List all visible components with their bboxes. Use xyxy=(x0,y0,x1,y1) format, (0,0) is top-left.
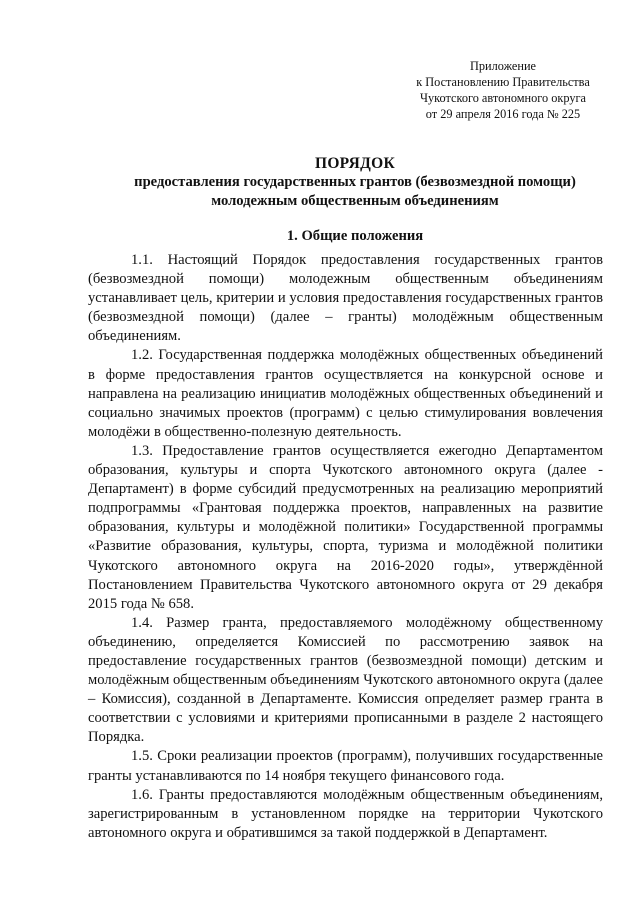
paragraph-1-4: 1.4. Размер гранта, предоставляемого молодёжному общественному объединению, определяется Комиссией по рассмотрению заявок на предоставление государственных грантов (безвозмездной помощи) детским и молодёжным общественным объединениям Чукотского автономного округа (далее – Комиссия), созданной в Департаменте. Комиссия определяет размер гранта в соответствии с условиями и критериями прописанными в разделе 2 настоящего Порядка. xyxy=(88,614,603,746)
title-main: ПОРЯДОК xyxy=(314,155,396,172)
appendix-line-2: к Постановлению Правительства xyxy=(416,75,590,89)
appendix-line-1: Приложение xyxy=(470,59,536,73)
paragraph-1-3: 1.3. Предоставление грантов осуществляется ежегодно Департаментом образования, культуры и спорта Чукотского автономного округа (далее - Департамент) в форме субсидий предусмотренных на реализацию мероприятий подпрограммы «Грантовая поддержка проектов, направленных на развитие образования, культуры и молодёжной политики» Государственной программы «Развитие образования, культуры, спорта, туризма и молодёжной политики Чукотского автономного округа на 2016-2020 годы», утверждённой Постановлением Правительства Чукотского автономного округа от 29 декабря 2015 года № 658. xyxy=(88,442,603,612)
paragraph-1-2: 1.2. Государственная поддержка молодёжных общественных объединений в форме предоставления грантов осуществляется на конкурсной основе и направлена на реализацию инициатив молодёжных общественных объединений и социально значимых проектов (программ) с целью стимулирования вовлечения молодёжи в общественно-полезную деятельность. xyxy=(88,347,603,440)
paragraph-1-5: 1.5. Сроки реализации проектов (программ), получивших государственные гранты устанавливаются по 14 ноября текущего финансового года. xyxy=(88,748,603,784)
paragraph-1-1: 1.1. Настоящий Порядок предоставления государственных грантов (безвозмездной помощи) молодежным общественным объединениям устанавливает цель, критерии и условия предоставления государственных грантов (безвозмездной помощи) (далее – гранты) молодёжным общественным объединениям. xyxy=(88,252,603,345)
section-heading: 1. Общие положения xyxy=(286,228,424,244)
paragraph-1-6: 1.6. Гранты предоставляются молодёжным общественным объединениям, зарегистрированным в установленном порядке на территории Чукотского автономного округа и обратившимся за такой поддержкой в Департамент. xyxy=(88,786,603,841)
appendix-block xyxy=(382,58,624,122)
title-subtitle-line-2: молодежным общественным объединениям xyxy=(211,193,499,209)
document-body xyxy=(88,251,603,843)
appendix-line-4: от 29 апреля 2016 года № 225 xyxy=(425,107,581,121)
title-subtitle-line-1: предоставления государственных грантов (безвозмездной помощи) xyxy=(134,174,576,190)
document-title xyxy=(90,154,620,211)
appendix-line-3: Чукотского автономного округа xyxy=(420,91,586,105)
